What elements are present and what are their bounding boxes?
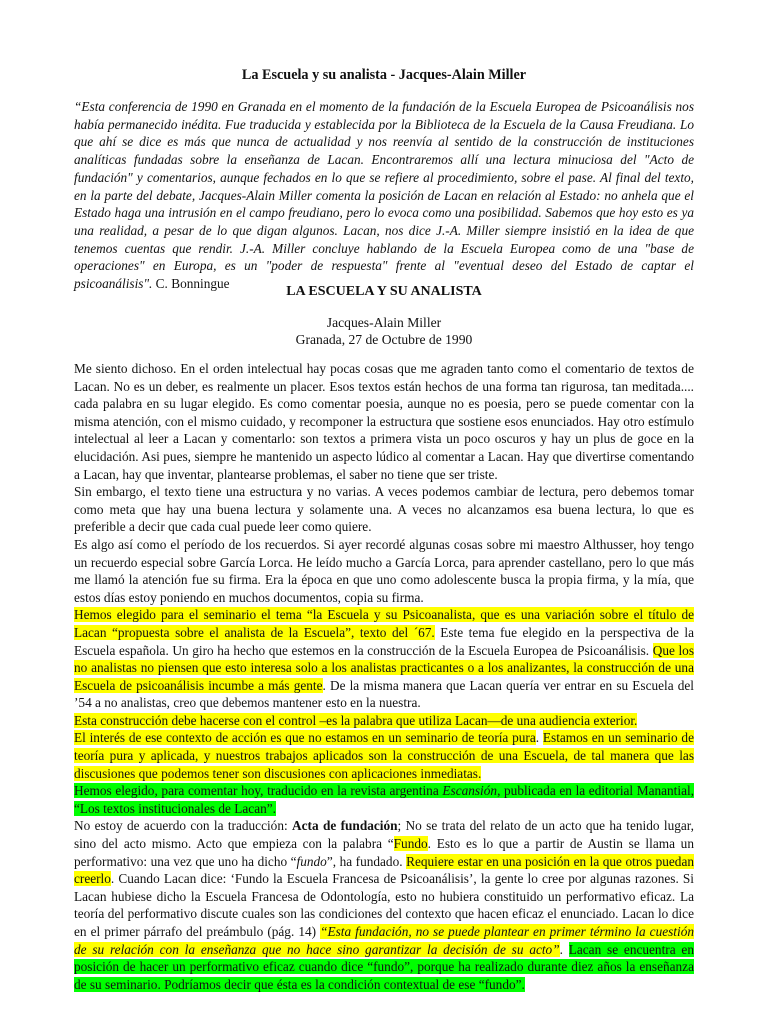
text-span: , publicada en la editorial Manantial, “Los textos institucionales de Lacan”.: [74, 783, 694, 816]
paragraph-7: [74, 782, 694, 817]
highlight-yellow-quote: “Esta fundación, no se puede plantear en primer término la cuestión de su relación con la enseñanza que no hace sino garantizar la decisión de su acto”: [74, 924, 694, 957]
bold-term: Acta de fundación: [292, 818, 398, 834]
text-span: . Cuando Lacan dice: ‘Fundo la Escuela Francesa de Psicoanálisis’, la gente lo cree por algunas razones. Si Lacan hubiese dicho la Escuela Francesa de Odontología, esto no hubiera constituido un performativo eficaz. La teoría del performativo discute cuales son las condiciones del contexto que hacen eficaz el enunciado. Lacan lo dice en el primer párrafo del preámbulo (pág. 14): [74, 871, 694, 939]
section-heading: LA ESCUELA Y SU ANALISTA: [286, 284, 482, 299]
highlight-yellow: Fundo: [393, 836, 428, 852]
highlight-yellow: Hemos elegido para el seminario el tema “la Escuela y su Psicoanalista, que es una variación sobre el título de Lacan “propuesta sobre el analista de la Escuela”, texto del ´67.: [74, 607, 694, 640]
author-block: [0, 314, 768, 348]
text-span: Hemos elegido, para comentar hoy, traducido en la revista argentina: [74, 783, 443, 799]
paragraph-3: Es algo así como el período de los recuerdos. Si ayer recordé algunas cosas sobre mi maestro Althusser, hoy tengo un recuerdo especial sobre García Lorca. He leído mucho a García Lorca, para aprender castellano, pero lo que más me llamó la atención fue su firma. Era la época en que uno como adolescente busca la propia firma, y la mía, que estos días estoy poniendo en muchos documentos, copia su firma.: [74, 536, 694, 605]
paragraph-2: Sin embargo, el texto tiene una estructura y no varias. A veces podemos cambiar de lectura, pero debemos tomar como meta que hay una buena lectura y solamente una. A veces no alcanzamos esa buena lectura, lo que es preferible a decir que cada cual puede leer como quiere.: [74, 484, 694, 535]
text-span: . Esto es lo que a partir de Austin se llama un performativo: una vez que uno ha dicho “: [74, 836, 694, 869]
author-name: Jacques-Alain Miller: [326, 315, 442, 330]
highlight-yellow: Que los no analistas no piensen que esto interesa solo a los analistas practicantes o a los analizantes, la construcción de una Escuela de psicoanálisis incumbe a más gente: [74, 642, 694, 693]
paragraph-4: [74, 606, 694, 712]
text-span: .: [535, 730, 543, 746]
intro-text: “Esta conferencia de 1990 en Granada en el momento de la fundación de la Escuela Europea de Psicoanálisis nos había permanecido inédita. Fue traducida y establecida por la Biblioteca de la Escuela de la Causa Freudiana. Lo que ahí se dice es más que nunca de actualidad y nos reenvía al sentido de la construcción de instituciones analíticas fundadas sobre la enseñanza de Lacan. Encontraremos allí una lectura minuciosa del "Acto de fundación" y comentarios, aunque fechados en lo que se refiere al procedimiento, sobre el pase. Al final del texto, en la parte del debate, Jacques-Alain Miller comenta la posición de Lacan en relación al Estado: no anhela que el Estado haga una intrusión en el campo freudiano, pero lo evoca como una posibilidad. Sabemos que hoy esto es ya una realidad, a pesar de lo que digan algunos. Lacan, nos dice J.-A. Miller siempre insistió en la idea de que tenemos cuentas que rendir. J.-A. Miller concluye hablando de la Escuela Europea como de una "base de operaciones" en Europa, es un "poder de respuesta" frente al "eventual deseo del Estado de captar el psicoanálisis".: [74, 99, 694, 292]
paragraph-6: [74, 729, 694, 782]
intro-signature: C. Bonningue: [152, 276, 230, 292]
italic-word: fundo: [296, 853, 327, 869]
text-span: . De la misma manera que Lacan quería ver entrar en su Escuela del ’54 a no analistas, creo que debemos mantener esto en la nuestra.: [74, 677, 695, 711]
highlight-green: Lacan se encuentra en posición de hacer un performativo eficaz cuando dice “fundo”, porque ha realizado durante diez años la enseñanza de su seminario. Podríamos decir que ésta es la condición contextual de ese “fundo”.: [74, 941, 694, 992]
highlight-green: [74, 783, 694, 816]
text-span: No estoy de acuerdo con la traducción:: [74, 818, 293, 834]
paragraph-5: [74, 712, 694, 730]
highlight-yellow: Requiere estar en una posición en la que otros puedan creerlo: [74, 853, 694, 887]
text-span: ; No se trata del relato de un acto que ha tenido lugar, sino del acto mismo. Acto que empieza con la palabra “: [74, 818, 694, 852]
paragraph-1: Me siento dichoso. En el orden intelectual hay pocas cosas que me agraden tanto como el comentario de textos de Lacan. No es un deber, es realmente un placer. Esos textos están hechos de una forma tan rigurosa, tan meditada.... cada palabra en su lugar elegido. Es como comentar poesia, aunque no es poesia, pero se puede comentar con la misma atención, con el mismo cuidado, y recomponer la estructura que sostiene esos enunciados. Hay otro estímulo intelectual al leer a Lacan y comentarlo: son textos a primera vista un poco oscuros y hay un plus de goce en la elucidación. Asi pues, siempre he mantenido un aspecto lúdico al comentar a Lacan. Hay que divertirse comentando a Lacan, hay que inventar, plantearse problemas, el saber no tiene que ser triste.: [74, 361, 694, 482]
italic-journal-name: Escansión: [442, 783, 498, 799]
highlight-yellow: El interés de ese contexto de acción es que no estamos en un seminario de teoría pura: [74, 730, 536, 746]
intro-paragraph: [74, 98, 694, 293]
text-span: Este tema fue elegido en la perspectiva de la Escuela española. Un giro ha hecho que estemos en la construcción de la Escuela Europea de Psicoanálisis.: [74, 624, 694, 658]
text-span: ”, ha fundado.: [326, 853, 407, 869]
document-title: La Escuela y su analista - Jacques-Alain Miller: [241, 67, 527, 83]
body-text: [74, 360, 694, 993]
highlight-yellow: Estamos en un seminario de teoría pura y aplicada, y nuestros trabajos aplicados son la construcción de una Escuela, de tal manera que las discusiones que podemos tener son discusiones con aplicaciones inmediatas.: [74, 730, 694, 781]
paragraph-8: [74, 817, 694, 993]
text-span: .: [559, 941, 569, 957]
highlight-yellow: Esta construcción debe hacerse con el control –es la palabra que utiliza Lacan—de una audiencia exterior.: [74, 712, 638, 728]
place-date: Granada, 27 de Octubre de 1990: [295, 332, 473, 347]
